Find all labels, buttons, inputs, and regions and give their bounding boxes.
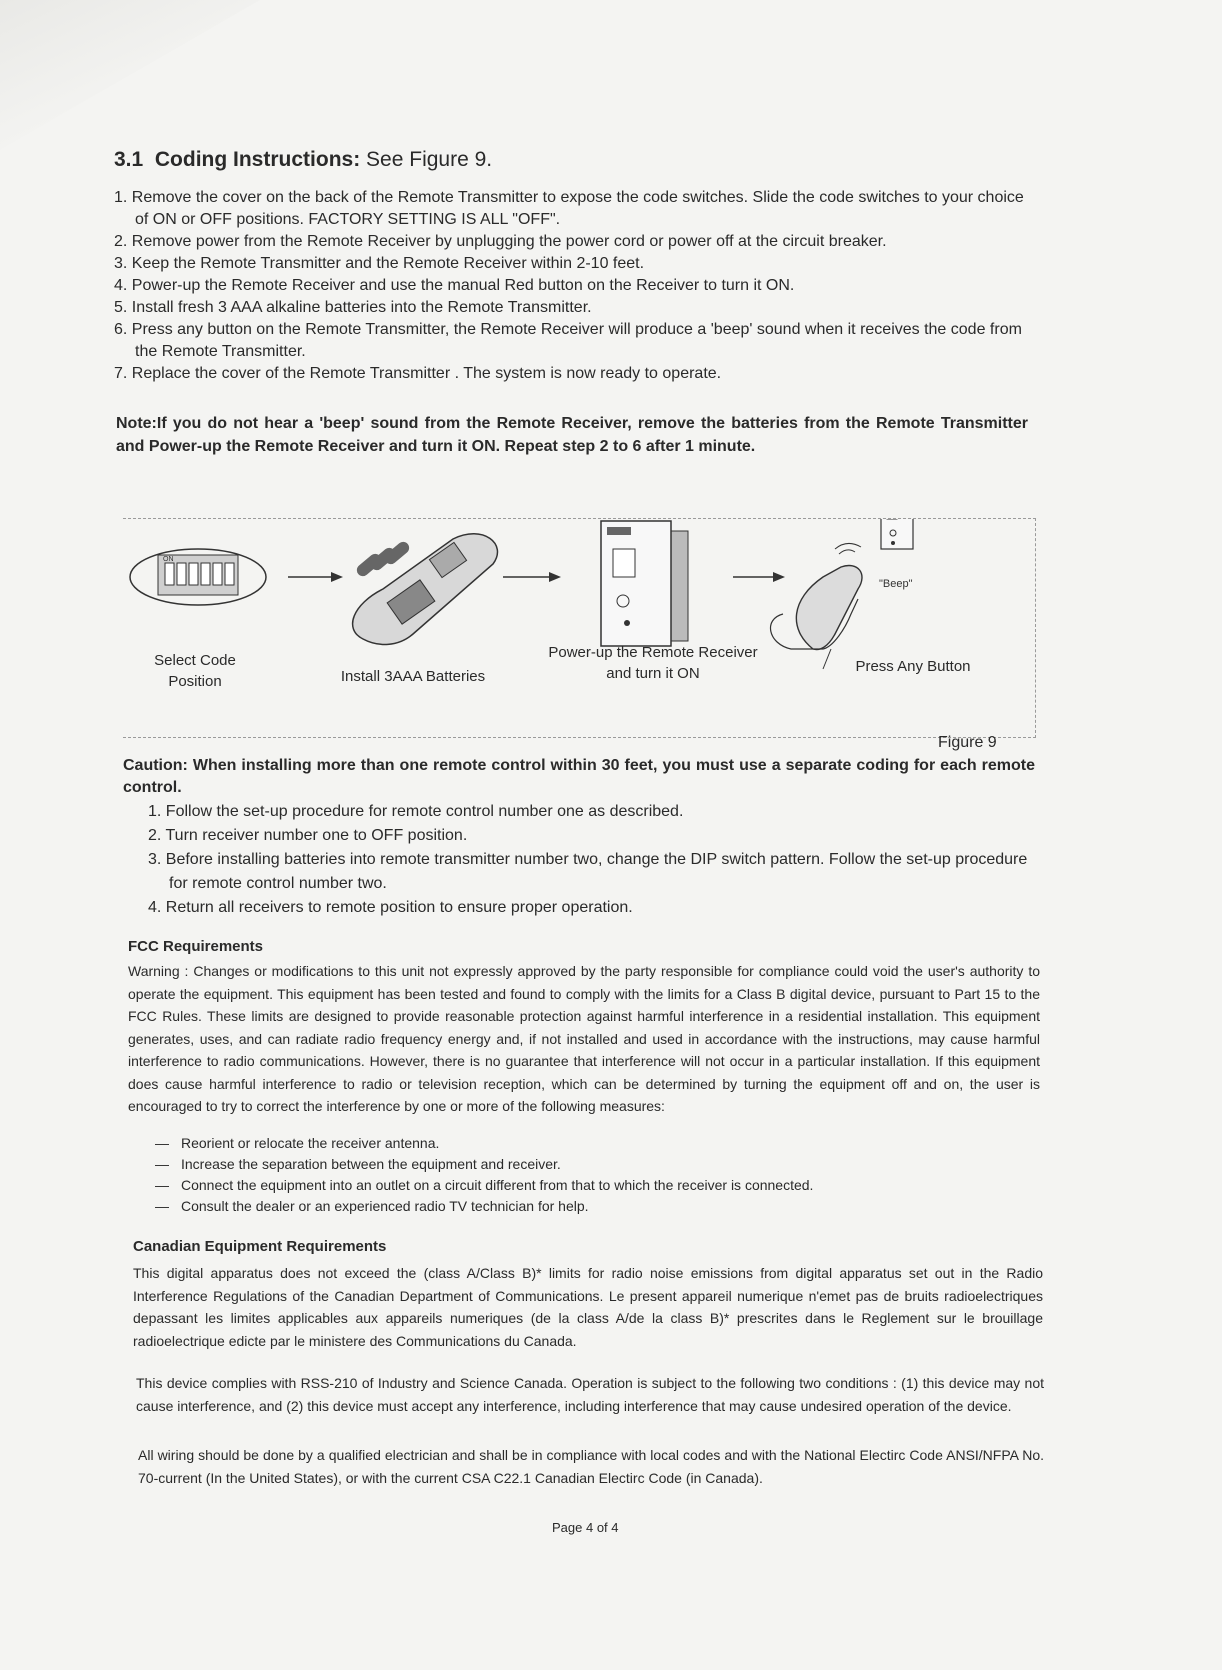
list-item: 6. Press any button on the Remote Transmitter, the Remote Receiver will produce a 'beep' sound when it receives the code from the Remote Transmitter. <box>114 321 1022 360</box>
list-item: — Increase the separation between the equipment and receiver. <box>155 1154 813 1175</box>
section-figure-ref: See Figure 9. <box>360 148 493 171</box>
caption-power-up <box>523 642 783 684</box>
page-fold-shadow <box>0 0 260 150</box>
figure-9-diagram <box>123 518 1036 738</box>
caption-select-code <box>125 650 265 692</box>
caption-install-batteries: Install 3AAA Batteries <box>340 668 486 685</box>
caption-line: Power-up the Remote Receiver <box>548 644 758 661</box>
arrow-right-icon <box>503 572 561 582</box>
dip-on-label: ON <box>163 556 174 563</box>
list-item: 7. Replace the cover of the Remote Transmitter . The system is now ready to operate. <box>114 365 722 382</box>
canadian-heading: Canadian Equipment Requirements <box>133 1238 387 1255</box>
list-item: 5. Install fresh 3 AAA alkaline batteries into the Remote Transmitter. <box>114 299 592 316</box>
page-number: Page 4 of 4 <box>552 1520 619 1535</box>
beep-label: "Beep" <box>879 578 913 590</box>
coding-steps-list <box>114 187 1028 385</box>
caution-paragraph: Caution: When installing more than one remote control within 30 feet, you must use a separate coding for each remote control. <box>123 757 1035 796</box>
list-item: 2. Turn receiver number one to OFF position. <box>148 827 468 844</box>
fcc-warning-paragraph: Warning : Changes or modifications to this unit not expressly approved by the party responsible for compliance could void the user's authority to operate the equipment. This equipment has been tested and found to comply with the limits for a Class B digital device, pursuant to Part 15 to the FCC Rules. These limits are designed to provide reasonable protection against harmful interference in a residential installation. This equipment generates, uses, and can radiate radio frequency energy and, if not installed and used in accordance with the instructions, may cause harmful interference to radio communications. However, there is no guarantee that interference will not occur in a particular installation. If this equipment does cause harmful interference to radio or television reception, which can be determined by turning the equipment off and on, the user is encouraged to try to correct the interference by one or more of the following measures: <box>128 963 1040 1114</box>
caution-steps-list <box>148 800 1038 920</box>
caption-line: and turn it ON <box>606 665 700 682</box>
section-label: Coding Instructions: <box>154 148 361 171</box>
arrow-right-icon <box>288 572 343 582</box>
list-item: — Connect the equipment into an outlet on a circuit different from that to which the receiver is connected. <box>155 1175 813 1196</box>
section-title <box>114 148 492 172</box>
list-item: 1. Remove the cover on the back of the Remote Transmitter to expose the code switches. Slide the code switches to your choice of ON or OFF positions. FACTORY SETTING IS ALL "OFF". <box>114 189 1024 228</box>
caption-line: Position <box>168 673 222 690</box>
figure-illustration <box>123 519 1035 737</box>
canadian-paragraph-3: All wiring should be done by a qualified electrician and shall be in compliance with local codes and with the National Electirc Code ANSI/NFPA No. 70-current (In the United States), or with the current CSA C22.1 Canadian Electirc Code (in Canada). <box>138 1447 1044 1486</box>
dip-switch-icon <box>130 549 266 605</box>
list-item: 2. Remove power from the Remote Receiver by unplugging the power cord or power off at the circuit breaker. <box>114 233 887 250</box>
list-item: 4. Power-up the Remote Receiver and use the manual Red button on the Receiver to turn it ON. <box>114 277 795 294</box>
list-item: 3. Before installing batteries into remote transmitter number two, change the DIP switch pattern. Follow the set-up procedure for remote control number two. <box>148 851 1028 892</box>
list-item: 3. Keep the Remote Transmitter and the Remote Receiver within 2-10 feet. <box>114 255 645 272</box>
hand-pressing-remote-icon <box>771 519 913 669</box>
note-paragraph: Note:If you do not hear a 'beep' sound from the Remote Receiver, remove the batteries from the Remote Transmitter and Power-up the Remote Receiver and turn it ON. Repeat step 2 to 6 after 1 minute. <box>116 415 1028 455</box>
remote-batteries-icon <box>353 534 498 645</box>
section-number: 3.1 <box>114 148 144 171</box>
canadian-paragraph-2: This device complies with RSS-210 of Industry and Science Canada. Operation is subject to the following two conditions : (1) this device may not cause interference, and (2) this device must accept any interference, including interference that may cause undesired operation of the device. <box>136 1375 1044 1414</box>
caption-line: Select Code <box>154 652 236 669</box>
list-item: — Reorient or relocate the receiver antenna. <box>155 1133 813 1154</box>
arrow-right-icon <box>733 572 785 582</box>
receiver-wall-plate-icon <box>601 521 688 646</box>
caption-press-any-button: Press Any Button <box>855 658 971 675</box>
fcc-measures-list <box>155 1133 813 1217</box>
list-item: 1. Follow the set-up procedure for remote control number one as described. <box>148 803 684 820</box>
figure-number: Figure 9 <box>938 734 997 751</box>
list-item: 4. Return all receivers to remote position to ensure proper operation. <box>148 899 633 916</box>
canadian-paragraph-1: This digital apparatus does not exceed the (class A/Class B)* limits for radio noise emissions from digital apparatus set out in the Radio Interference Regulations of the Canadian Department of Communications. Le present appareil numerique n'emet pas de bruits radioelectriques depassant les limites applicables aux appareils numeriques (de la class A/de la class B)* prescrites dans le Reglement sur le brouillage radioelectrique edicte par le ministere des Communications du Canada. <box>133 1265 1043 1349</box>
list-item: — Consult the dealer or an experienced radio TV technician for help. <box>155 1196 813 1217</box>
fcc-heading: FCC Requirements <box>128 938 264 955</box>
